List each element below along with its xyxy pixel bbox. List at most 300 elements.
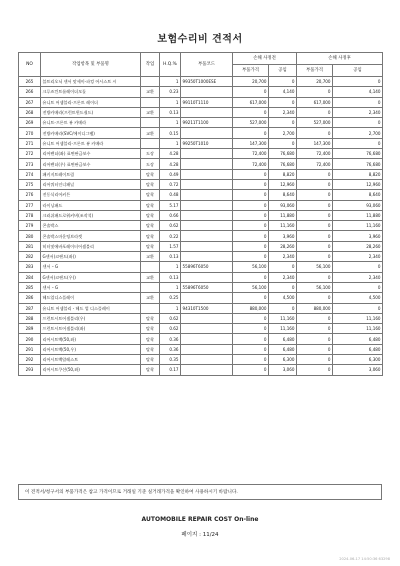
row-work [141, 303, 160, 313]
table-row [19, 324, 383, 334]
row-no: 269 [19, 118, 41, 128]
row-no: 286 [19, 293, 41, 303]
row-no: 291 [19, 344, 41, 354]
row-pre-labor: 2,340 [269, 252, 297, 262]
row-item: 전방카메라(SVC/에이디그램) [41, 128, 141, 138]
row-post-part-price: 72,400 [297, 159, 333, 169]
row-code [181, 107, 233, 117]
row-post-labor: 2,340 [333, 252, 383, 262]
row-no: 284 [19, 272, 41, 282]
row-no: 280 [19, 231, 41, 241]
row-code [181, 169, 233, 179]
row-code [181, 149, 233, 159]
row-hq: 1.57 [160, 241, 181, 251]
row-work [141, 97, 160, 107]
row-no: 282 [19, 252, 41, 262]
row-item: 유니트 어셈블리-프론트 레이더 [41, 97, 141, 107]
row-pre-part-price: 0 [233, 313, 269, 323]
header-hq: H.Q.% [160, 53, 181, 77]
row-item: 헤드업디스플레이 [41, 293, 141, 303]
row-hq: 4.28 [160, 159, 181, 169]
row-work: 탈착 [141, 355, 160, 365]
row-code: 55896T6050 [181, 282, 233, 292]
row-pre-part-price: 0 [233, 190, 269, 200]
row-post-part-price: 56,100 [297, 262, 333, 272]
row-post-part-price: 0 [297, 293, 333, 303]
table-row [19, 355, 383, 365]
table-row [19, 87, 383, 97]
row-post-labor: 6,300 [333, 355, 383, 365]
document-title: 보험수리비 견적서 [157, 34, 243, 45]
header-post-labor: 공임 [333, 65, 383, 77]
row-code [181, 365, 233, 375]
table-row [19, 200, 383, 210]
row-no: 278 [19, 210, 41, 220]
row-no: 289 [19, 324, 41, 334]
row-post-labor: 28,260 [333, 241, 383, 251]
row-item: 리어펜더(우) 표면판금보수 [41, 159, 141, 169]
row-work [141, 138, 160, 148]
row-code: 55896T6050 [181, 262, 233, 272]
row-work: 탈착 [141, 221, 160, 231]
row-hq: 0.13 [160, 107, 181, 117]
table-row [19, 334, 383, 344]
table-row [19, 179, 383, 189]
row-pre-part-price: 147,300 [233, 138, 269, 148]
row-no: 279 [19, 221, 41, 231]
row-work: 탈착 [141, 324, 160, 334]
table-row [19, 303, 383, 313]
row-post-part-price: 0 [297, 241, 333, 251]
table-row [19, 138, 383, 148]
row-pre-labor: 76,680 [269, 159, 297, 169]
row-no: 288 [19, 313, 41, 323]
row-code [181, 355, 233, 365]
row-post-labor: 8,820 [333, 169, 383, 179]
table-row [19, 97, 383, 107]
row-pre-labor: 3,960 [269, 231, 297, 241]
header-work: 작업 [141, 53, 160, 77]
row-pre-labor: 11,160 [269, 221, 297, 231]
row-code: 99250T1010 [181, 138, 233, 148]
row-post-part-price: 147,300 [297, 138, 333, 148]
row-post-part-price: 0 [297, 200, 333, 210]
row-hq: 1 [160, 118, 181, 128]
row-pre-part-price: 72,400 [233, 149, 269, 159]
row-post-labor: 3,060 [333, 365, 383, 375]
row-code: 99110T1110 [181, 97, 233, 107]
row-item: 전동식리어커튼 [41, 190, 141, 200]
row-pre-part-price: 0 [233, 231, 269, 241]
row-code [181, 190, 233, 200]
row-work: 탈착 [141, 190, 160, 200]
row-no: 283 [19, 262, 41, 272]
row-no: 277 [19, 200, 41, 210]
row-code [181, 200, 233, 210]
row-post-labor: 0 [333, 118, 383, 128]
row-post-labor: 93,060 [333, 200, 383, 210]
row-hq: 1 [160, 303, 181, 313]
row-hq: 0.13 [160, 272, 181, 282]
table-row [19, 128, 383, 138]
row-pre-labor: 0 [269, 262, 297, 272]
table-row [19, 241, 383, 251]
row-code [181, 241, 233, 251]
row-no: 285 [19, 282, 41, 292]
row-hq: 0.62 [160, 221, 181, 231]
row-code [181, 293, 233, 303]
row-post-labor: 0 [333, 303, 383, 313]
row-hq: 0.62 [160, 324, 181, 334]
row-pre-part-price: 0 [233, 324, 269, 334]
row-code: 99350T1000ESE [181, 77, 233, 87]
row-item: 유니트 어셈블리 - 헤드 업 디스플레이 [41, 303, 141, 313]
row-no: 287 [19, 303, 41, 313]
row-item: 콘솔박스 [41, 221, 141, 231]
row-post-part-price: 0 [297, 231, 333, 241]
table-row [19, 365, 383, 375]
row-work: 교환 [141, 252, 160, 262]
row-no: 290 [19, 334, 41, 344]
row-pre-part-price: 0 [233, 210, 269, 220]
row-pre-part-price: 72,400 [233, 159, 269, 169]
table-row [19, 282, 383, 292]
row-pre-part-price: 0 [233, 128, 269, 138]
row-pre-labor: 0 [269, 303, 297, 313]
row-pre-part-price: 0 [233, 241, 269, 251]
row-pre-labor: 12,960 [269, 179, 297, 189]
row-code [181, 272, 233, 282]
row-work [141, 282, 160, 292]
row-work: 탈착 [141, 334, 160, 344]
row-post-part-price: 880,000 [297, 303, 333, 313]
row-work: 탈착 [141, 365, 160, 375]
row-post-part-price: 617,000 [297, 97, 333, 107]
row-work: 교환 [141, 293, 160, 303]
row-pre-part-price: 0 [233, 107, 269, 117]
table-row [19, 252, 383, 262]
row-post-part-price: 0 [297, 344, 333, 354]
row-hq: 0.36 [160, 334, 181, 344]
row-post-part-price: 0 [297, 324, 333, 334]
row-no: 267 [19, 97, 41, 107]
row-item: G센서(코랜드(좌)) [41, 252, 141, 262]
page-number: 페이지 : 11/24 [181, 532, 219, 538]
row-pre-labor: 0 [269, 138, 297, 148]
header-group-post: 손해 사정후 [297, 53, 383, 65]
row-code [181, 324, 233, 334]
row-item: 유니트 어셈블리-프론트 뷰 카메라 [41, 138, 141, 148]
row-post-part-price: 56,100 [297, 282, 333, 292]
row-hq: 1 [160, 138, 181, 148]
row-post-part-price: 72,400 [297, 149, 333, 159]
row-code [181, 87, 233, 97]
row-pre-part-price: 617,000 [233, 97, 269, 107]
row-pre-part-price: 0 [233, 272, 269, 282]
row-no: 271 [19, 138, 41, 148]
row-code [181, 159, 233, 169]
row-item: 리어시트백(50,우) [41, 344, 141, 354]
header-no: NO [19, 53, 41, 77]
row-post-part-price: 527,000 [297, 118, 333, 128]
price-notice: 이 견적서/청구서의 부품가격은 참고 가격이므로 거래일 기준 실거래가격을 확인하여 사용하시기 바랍니다. [18, 484, 382, 500]
header-group-pre: 손해 사정전 [233, 53, 297, 65]
row-hq: 0.23 [160, 87, 181, 97]
header-post-part-price: 부품가격 [297, 65, 333, 77]
row-pre-labor: 0 [269, 77, 297, 87]
row-pre-labor: 3,060 [269, 365, 297, 375]
row-no: 276 [19, 190, 41, 200]
table-row [19, 262, 383, 272]
row-pre-labor: 6,480 [269, 334, 297, 344]
row-work: 탈착 [141, 210, 160, 220]
row-post-part-price: 0 [297, 334, 333, 344]
row-pre-labor: 93,060 [269, 200, 297, 210]
row-pre-part-price: 0 [233, 355, 269, 365]
row-pre-labor: 0 [269, 97, 297, 107]
row-post-labor: 6,480 [333, 344, 383, 354]
row-post-labor: 2,700 [333, 128, 383, 138]
row-post-labor: 2,340 [333, 272, 383, 282]
row-post-part-price: 0 [297, 107, 333, 117]
row-pre-part-price: 56,100 [233, 282, 269, 292]
table-row [19, 118, 383, 128]
row-post-part-price: 0 [297, 179, 333, 189]
row-pre-part-price: 20,700 [233, 77, 269, 87]
row-pre-part-price: 0 [233, 293, 269, 303]
row-item: 크러쉬패드로워커버(조작석) [41, 210, 141, 220]
row-hq: 1 [160, 282, 181, 292]
header-code: 부품코드 [181, 53, 233, 77]
row-work: 탈착 [141, 231, 160, 241]
row-pre-labor: 0 [269, 282, 297, 292]
row-post-part-price: 0 [297, 355, 333, 365]
row-pre-part-price: 0 [233, 179, 269, 189]
row-item: 블트리오닉 센서 앗세이-파킹 어시스트 시 [41, 77, 141, 87]
row-work: 탈착 [141, 313, 160, 323]
row-post-labor: 0 [333, 97, 383, 107]
row-item: 유니트-프론트 뷰 카메라 [41, 118, 141, 128]
row-pre-labor: 0 [269, 118, 297, 128]
row-post-labor: 0 [333, 262, 383, 272]
row-no: 275 [19, 179, 41, 189]
row-pre-part-price: 0 [233, 252, 269, 262]
row-pre-labor: 11,160 [269, 324, 297, 334]
row-post-labor: 76,680 [333, 159, 383, 169]
row-hq: 0.36 [160, 344, 181, 354]
row-no: 268 [19, 107, 41, 117]
row-pre-part-price: 880,000 [233, 303, 269, 313]
row-item: G센서(코랜드(우)) [41, 272, 141, 282]
row-item: 리어시트백(50,좌) [41, 334, 141, 344]
row-pre-part-price: 0 [233, 200, 269, 210]
row-work: 교환 [141, 272, 160, 282]
row-item: 전방카메라(프런트윈드쉴드) [41, 107, 141, 117]
row-pre-labor: 8,640 [269, 190, 297, 200]
header-item: 작업항목 및 부품명 [41, 53, 141, 77]
row-post-labor: 11,160 [333, 313, 383, 323]
footer-title: AUTOMOBILE REPAIR COST On-line [141, 516, 259, 523]
row-item: 리어시트백암레스트 [41, 355, 141, 365]
row-pre-labor: 6,300 [269, 355, 297, 365]
table-row [19, 221, 383, 231]
row-no: 272 [19, 149, 41, 159]
row-hq: 4.28 [160, 149, 181, 159]
row-pre-part-price: 0 [233, 87, 269, 97]
row-post-labor: 4,140 [333, 87, 383, 97]
row-code [181, 334, 233, 344]
table-row [19, 149, 383, 159]
row-post-labor: 8,640 [333, 190, 383, 200]
row-item: 라이닝패드 [41, 200, 141, 210]
row-hq: 5.17 [160, 200, 181, 210]
table-row [19, 344, 383, 354]
row-no: 266 [19, 87, 41, 97]
row-item: 콘솔박스마운팅브라켓 [41, 231, 141, 241]
row-post-labor: 0 [333, 138, 383, 148]
row-work [141, 262, 160, 272]
row-pre-part-price: 527,000 [233, 118, 269, 128]
row-post-labor: 11,160 [333, 221, 383, 231]
row-hq: 0.66 [160, 210, 181, 220]
row-post-part-price: 0 [297, 169, 333, 179]
row-item: 리어펜더(좌) 표면판금보수 [41, 149, 141, 159]
row-pre-part-price: 0 [233, 344, 269, 354]
row-work: 탈착 [141, 169, 160, 179]
row-pre-labor: 4,500 [269, 293, 297, 303]
row-pre-labor: 2,340 [269, 272, 297, 282]
row-item: 프런트시트어셈블리(좌) [41, 324, 141, 334]
row-post-part-price: 0 [297, 87, 333, 97]
row-hq: 0.72 [160, 179, 181, 189]
row-pre-labor: 6,480 [269, 344, 297, 354]
row-hq: 0.25 [160, 293, 181, 303]
row-work: 교환 [141, 87, 160, 97]
row-no: 273 [19, 159, 41, 169]
row-post-part-price: 0 [297, 252, 333, 262]
row-post-part-price: 0 [297, 210, 333, 220]
row-code [181, 313, 233, 323]
row-hq: 0.17 [160, 365, 181, 375]
row-work: 탈착 [141, 200, 160, 210]
row-code: 94310T1500 [181, 303, 233, 313]
row-post-part-price: 0 [297, 190, 333, 200]
row-item: 히터및에바포레이터어셈블리 [41, 241, 141, 251]
table-row [19, 293, 383, 303]
row-post-labor: 76,680 [333, 149, 383, 159]
row-post-labor: 2,340 [333, 107, 383, 117]
row-pre-labor: 11,880 [269, 210, 297, 220]
table-row [19, 159, 383, 169]
row-item: 센서 – G [41, 262, 141, 272]
row-post-part-price: 20,700 [297, 77, 333, 87]
row-post-part-price: 0 [297, 272, 333, 282]
row-item: 프런트시트어셈블리(우) [41, 313, 141, 323]
row-post-labor: 4,500 [333, 293, 383, 303]
row-pre-labor: 28,260 [269, 241, 297, 251]
row-pre-part-price: 0 [233, 169, 269, 179]
row-pre-labor: 2,700 [269, 128, 297, 138]
row-hq: 1 [160, 97, 181, 107]
table-row [19, 313, 383, 323]
row-work: 교환 [141, 107, 160, 117]
row-hq: 0.15 [160, 128, 181, 138]
table-row [19, 231, 383, 241]
row-post-labor: 0 [333, 282, 383, 292]
row-no: 292 [19, 355, 41, 365]
table-row [19, 272, 383, 282]
row-no: 293 [19, 365, 41, 375]
row-item: 리어쿼터인너패널 [41, 179, 141, 189]
row-pre-part-price: 0 [233, 334, 269, 344]
row-item: 센서 – G [41, 282, 141, 292]
row-work: 도장 [141, 149, 160, 159]
row-no: 281 [19, 241, 41, 251]
row-hq: 0.62 [160, 313, 181, 323]
row-post-labor: 3,960 [333, 231, 383, 241]
row-pre-labor: 2,340 [269, 107, 297, 117]
row-work [141, 77, 160, 87]
row-work: 탈착 [141, 344, 160, 354]
row-hq: 1 [160, 77, 181, 87]
row-pre-labor: 76,680 [269, 149, 297, 159]
row-pre-part-price: 0 [233, 365, 269, 375]
row-post-labor: 0 [333, 77, 383, 87]
row-post-part-price: 0 [297, 313, 333, 323]
row-no: 274 [19, 169, 41, 179]
row-pre-part-price: 0 [233, 221, 269, 231]
row-hq: 0.48 [160, 190, 181, 200]
row-code [181, 128, 233, 138]
row-pre-labor: 4,140 [269, 87, 297, 97]
row-post-labor: 6,480 [333, 334, 383, 344]
table-row [19, 210, 383, 220]
row-work [141, 118, 160, 128]
row-code [181, 231, 233, 241]
row-code [181, 221, 233, 231]
row-no: 265 [19, 77, 41, 87]
row-hq: 0.22 [160, 231, 181, 241]
row-no: 270 [19, 128, 41, 138]
header-pre-labor: 공임 [269, 65, 297, 77]
table-row [19, 107, 383, 117]
row-code [181, 252, 233, 262]
row-code [181, 179, 233, 189]
row-post-part-price: 0 [297, 128, 333, 138]
row-post-labor: 12,960 [333, 179, 383, 189]
estimate-rows [19, 77, 383, 376]
table-row [19, 190, 383, 200]
row-hq: 0.49 [160, 169, 181, 179]
row-work: 탈착 [141, 241, 160, 251]
row-code [181, 344, 233, 354]
table-row [19, 77, 383, 87]
row-code: 99211T1100 [181, 118, 233, 128]
row-item: 크루즈컨트롤레이더모듈 [41, 87, 141, 97]
row-hq: 0.13 [160, 252, 181, 262]
row-post-part-price: 0 [297, 365, 333, 375]
table-row [19, 169, 383, 179]
row-hq: 1 [160, 262, 181, 272]
row-pre-labor: 8,820 [269, 169, 297, 179]
row-post-part-price: 0 [297, 221, 333, 231]
row-pre-part-price: 56,100 [233, 262, 269, 272]
header-pre-part-price: 부품가격 [233, 65, 269, 77]
row-work: 도장 [141, 159, 160, 169]
row-code [181, 210, 233, 220]
row-work: 탈착 [141, 179, 160, 189]
row-pre-labor: 11,160 [269, 313, 297, 323]
